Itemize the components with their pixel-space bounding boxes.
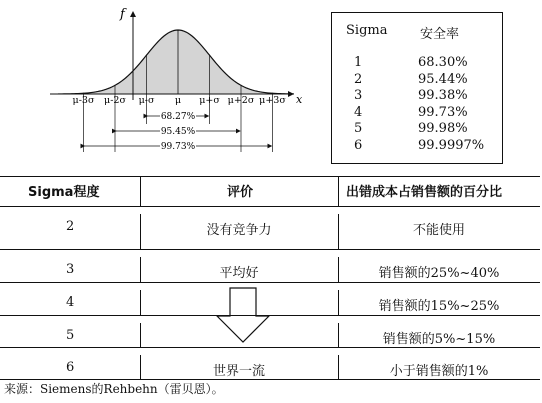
header-rating: 评价 [227, 185, 254, 200]
header-level: Sigma程度 [28, 185, 100, 200]
cost-cell: 小于销售额的1% [389, 364, 489, 379]
safety-rate: 99.98% [418, 121, 468, 136]
row-divider [0, 347, 540, 348]
column-divider [140, 257, 141, 282]
rating-cell: 没有竞争力 [206, 223, 272, 238]
sigma-level: 3 [354, 88, 363, 103]
sigma-level-cell: 5 [66, 328, 75, 343]
tick-label: μ-σ [138, 95, 155, 106]
column-divider [338, 214, 339, 249]
source-note: 来源：Siemens的Rehbehn（雷贝恩）。 [4, 382, 224, 396]
sigma-level-cell: 4 [66, 295, 75, 310]
interval-label: 99.73% [160, 142, 196, 152]
cost-cell: 不能使用 [412, 223, 465, 238]
sigma-level-cell: 6 [66, 360, 75, 375]
sigma-level-cell: 2 [66, 219, 75, 234]
sigma-table-row [332, 72, 502, 88]
column-divider [338, 355, 339, 379]
table-row [0, 212, 540, 244]
cost-cell: 销售额的15%~25% [378, 299, 500, 314]
sigma-table-row [332, 121, 502, 137]
row-divider [0, 282, 540, 283]
column-divider [140, 290, 141, 315]
rating-cell: 世界一流 [212, 364, 265, 379]
safety-rate: 99.38% [418, 88, 468, 103]
safety-rate: 95.44% [418, 71, 468, 87]
tick-label: μ+3σ [259, 95, 286, 106]
column-divider [338, 290, 339, 315]
header-cost: 出错成本占销售额的百分比 [346, 185, 503, 200]
row-divider [0, 315, 540, 316]
interval-label: 68.27% [160, 112, 196, 122]
sigma-header: Sigma [346, 23, 388, 38]
sigma-table-row [332, 105, 502, 121]
rating-cell: 平均好 [219, 266, 259, 281]
sigma-level-cell: 3 [66, 262, 75, 277]
interval-label: 95.45% [160, 127, 196, 137]
column-divider [140, 214, 141, 249]
column-divider [338, 257, 339, 282]
safety-rate: 99.73% [418, 104, 468, 120]
y-axis-label: f [120, 7, 125, 22]
safety-rate: 99.9997% [418, 137, 485, 153]
table-header [0, 176, 540, 207]
sigma-table-header [332, 23, 502, 43]
normal-distribution-chart [0, 0, 330, 170]
sigma-level: 6 [354, 137, 363, 153]
sigma-table-row [332, 138, 502, 154]
sigma-level: 1 [354, 55, 363, 70]
column-divider [338, 323, 339, 347]
tick-label: μ-2σ [104, 95, 126, 106]
row-divider [0, 249, 540, 250]
row-divider [0, 206, 540, 207]
safety-rate: 68.30% [418, 55, 468, 70]
down-arrow-icon [213, 286, 273, 346]
tick-label: μ+σ [199, 95, 220, 106]
sigma-table-row [332, 55, 502, 71]
tick-label: μ-3σ [72, 95, 95, 106]
sigma-level: 2 [354, 71, 363, 87]
cost-cell: 销售额的5%~15% [382, 332, 496, 347]
column-divider [140, 355, 141, 379]
sigma-table-row [332, 88, 502, 104]
sigma-level: 5 [354, 121, 363, 136]
cost-cell: 销售额的25%~40% [378, 266, 500, 281]
x-axis-label: x [296, 93, 303, 106]
sigma-level: 4 [354, 104, 363, 120]
column-divider [140, 323, 141, 347]
safety-header: 安全率 [420, 27, 460, 42]
tick-label: μ [174, 95, 182, 106]
sigma-safety-table [331, 12, 503, 164]
tick-label: μ+2σ [227, 95, 255, 106]
